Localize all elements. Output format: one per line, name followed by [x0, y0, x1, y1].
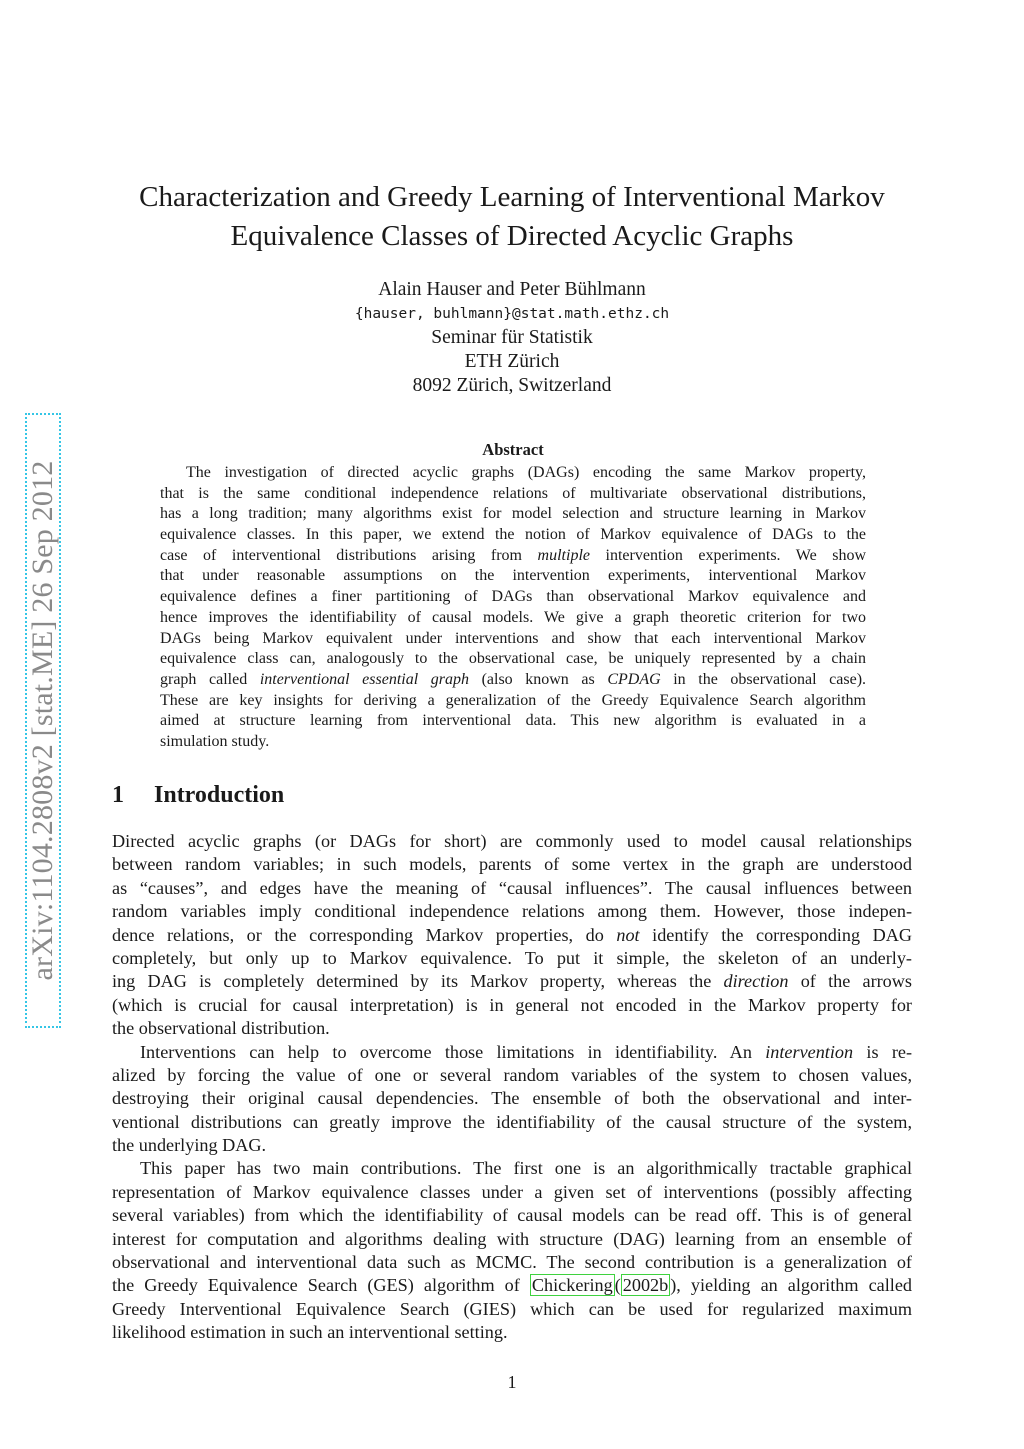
author-address: 8092 Zürich, Switzerland — [412, 375, 612, 396]
body-text — [112, 830, 912, 1345]
emphasis-multiple: multiple — [537, 546, 590, 564]
body-line: as “causes”, and edges have the meaning of “causal influences”. The causal influences between — [112, 877, 912, 898]
body-line: (which is crucial for causal interpretation) is in general not encoded in the Markov property for — [112, 994, 912, 1015]
body-line: several variables) from which the identifiability of causal models can be read off. This is of general — [112, 1205, 912, 1226]
body-line: representation of Markov equivalence classes under a given set of interventions (possibly affecting — [112, 1181, 912, 1202]
abstract-line: that is the same conditional independence relations of multivariate observational distributions, — [160, 484, 866, 502]
emphasis-essential-graph: interventional essential graph — [259, 670, 469, 688]
body-line: between random variables; in such models, parents of some vertex in the graph are understood — [112, 854, 912, 875]
body-line: Directed acyclic graphs (or DAGs for short) are commonly used to model causal relationships — [112, 831, 912, 851]
emphasis-cpdag: CPDAG — [607, 670, 661, 688]
body-line: likelihood estimation in such an interventional setting. — [112, 1322, 508, 1343]
body-line: observational and interventional data such as MCMC. The second contribution is a generalization of — [112, 1252, 912, 1273]
abstract-heading: Abstract — [482, 440, 544, 459]
abstract-line: equivalence class can, analogously to the observational case, be uniquely represented by a chain — [160, 650, 866, 668]
author-block — [112, 278, 912, 398]
author-department: Seminar für Statistik — [431, 327, 593, 348]
title-line-2: Equivalence Classes of Directed Acyclic Graphs — [230, 220, 794, 252]
body-line: ing DAG is completely determined by its Markov property, whereas the direction of the arrows — [112, 971, 912, 992]
emphasis-direction: direction — [723, 971, 789, 992]
abstract-line: hence improves the identifiability of causal models. We give a graph theoretic criterion for two — [160, 608, 866, 626]
author-email: {hauser, buhlmann}@stat.math.ethz.ch — [354, 306, 670, 322]
citation-link-author[interactable]: Chickering — [531, 1275, 613, 1296]
body-line: completely, but only up to Markov equivalence. To put it simple, the skeleton of an underly- — [112, 947, 912, 968]
abstract-line: case of interventional distributions arising from multiple intervention experiments. We show — [160, 546, 867, 564]
section-heading — [112, 782, 284, 809]
body-line: Greedy Interventional Equivalence Search (GIES) which can be used for regularized maximum — [112, 1298, 912, 1319]
body-line: interest for computation and algorithms dealing with structure (DAG) learning from an ensemble of — [112, 1228, 912, 1249]
emphasis-not: not — [616, 924, 640, 945]
abstract-line: The investigation of directed acyclic graphs (DAGs) encoding the same Markov property, — [186, 464, 866, 481]
abstract-line: equivalence defines a finer partitioning of DAGs than observational Markov equivalence and — [160, 588, 866, 606]
body-line: destroying their original causal dependencies. The ensemble of both the observational and inter- — [112, 1088, 912, 1109]
title-line-1: Characterization and Greedy Learning of Interventional Markov — [139, 181, 885, 213]
body-line: Interventions can help to overcome those limitations in identifiability. An intervention is re- — [140, 1041, 913, 1062]
emphasis-intervention: intervention — [765, 1041, 854, 1062]
body-line: the Greedy Equivalence Search (GES) algorithm of Chickering ( 2002b ), yielding an algorithm called — [112, 1275, 912, 1296]
abstract-line: that under reasonable assumptions on the intervention experiments, interventional Markov — [160, 567, 866, 585]
page-number: 1 — [507, 1372, 517, 1392]
author-institution: ETH Zürich — [464, 351, 560, 372]
paper-title — [112, 178, 912, 256]
body-line: the observational distribution. — [112, 1018, 330, 1039]
abstract-line: has a long tradition; many algorithms exist for model selection and structure learning in Markov — [160, 505, 866, 523]
abstract-line: equivalence classes. In this paper, we extend the notion of Markov equivalence of DAGs to the — [160, 526, 866, 544]
body-line: ventional distributions can greatly improve the identifiability of the causal structure of the system, — [112, 1111, 912, 1132]
body-line: random variables imply conditional independence relations among them. However, those indepen- — [112, 901, 912, 922]
abstract-line: graph called interventional essential graph (also known as CPDAG in the observational case). — [160, 670, 867, 688]
body-line: dence relations, or the corresponding Markov properties, do not identify the corresponding DAG — [112, 924, 912, 945]
body-line: alized by forcing the value of one or several random variables of the system to chosen values, — [112, 1064, 912, 1085]
citation-link-year[interactable]: 2002b — [622, 1275, 669, 1296]
abstract-line: simulation study. — [160, 732, 270, 750]
section-title: Introduction — [154, 782, 285, 808]
arxiv-stamp[interactable]: arXiv:1104.2808v2 [stat.ME] 26 Sep 2012 — [25, 413, 61, 1028]
body-line: This paper has two main contributions. The first one is an algorithmically tractable graphical — [140, 1158, 912, 1179]
abstract-text — [160, 463, 866, 753]
section-number: 1 — [112, 782, 124, 808]
abstract-line: aimed at structure learning from interventional data. This new algorithm is evaluated in a — [160, 712, 866, 730]
abstract-line: These are key insights for deriving a generalization of the Greedy Equivalence Search algorithm — [160, 691, 866, 709]
abstract-line: DAGs being Markov equivalent under interventions and show that each interventional Markov — [160, 629, 866, 647]
body-line: the underlying DAG. — [112, 1135, 267, 1156]
author-names: Alain Hauser and Peter Bühlmann — [378, 279, 646, 300]
